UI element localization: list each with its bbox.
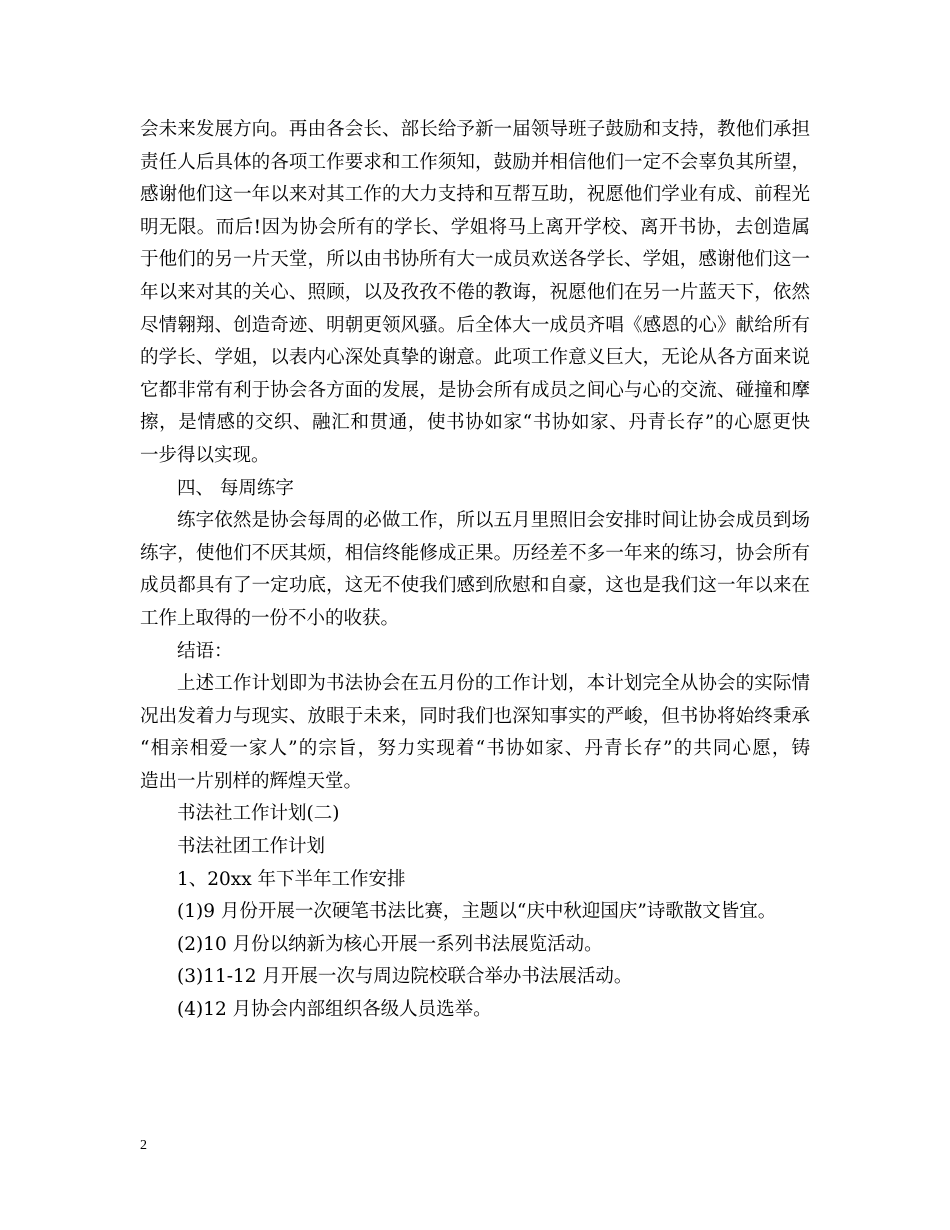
page-number: 2 (140, 1138, 147, 1153)
plan2-title: 书法社工作计划(二) (177, 803, 340, 825)
text-line: 练字，使他们不厌其烦，相信终能修成正果。历经差不多一年来的练习，协会所有 (140, 542, 810, 564)
text-line: 工作上取得的一份不小的收获。 (140, 607, 400, 629)
conclusion-heading: 结语： (177, 640, 233, 662)
text-line: 成员都具有了一定功底，这无不使我们感到欣慰和自豪，这也是我们这一年以来在 (140, 575, 810, 597)
text-line: 练字依然是协会每周的必做工作，所以五月里照旧会安排时间让协会成员到场 (177, 510, 810, 532)
text-line: 会未来发展方向。再由各会长、部长给予新一届领导班子鼓励和支持，教他们承担 (140, 119, 810, 140)
list-item-1-1: (1)9 月份开展一次硬笔书法比赛，主题以“庆中秋迎国庆”诗歌散文皆宜。 (177, 901, 777, 923)
text-line: 感谢他们这一年以来对其工作的大力支持和互帮互助，祝愿他们学业有成、前程光 (140, 184, 810, 206)
text-line: 年以来对其的关心、照顾，以及孜孜不倦的教诲，祝愿他们在另一片蓝天下，依然 (140, 281, 810, 303)
text-line: 的学长、学姐，以表内心深处真挚的谢意。此项工作意义巨大，无论从各方面来说 (140, 347, 810, 369)
continued-paragraph (140, 114, 810, 473)
text-line: 况出发着力与现实、放眼于未来，同时我们也深知事实的严峻，但书协将始终秉承 (140, 705, 810, 727)
conclusion-body (140, 668, 810, 798)
list-item-1: 1、20xx 年下半年工作安排 (177, 868, 406, 890)
text-line: 明无限。而后!因为协会所有的学长、学姐将马上离开学校、离开书协，去创造属 (140, 216, 810, 238)
section-weekly-practice-body (140, 505, 810, 635)
text-line: 责任人后具体的各项工作要求和工作须知，鼓励并相信他们一定不会辜负其所望， (140, 151, 810, 173)
list-item-1-3: (3)11-12 月开展一次与周边院校联合举办书法展活动。 (177, 966, 633, 988)
text-line: 造出一片别样的辉煌天堂。 (140, 770, 363, 792)
text-line: 尽情翱翔、创造奇迹、明朝更领风骚。后全体大一成员齐唱《感恩的心》献给所有 (140, 314, 810, 336)
text-line: 一步得以实现。 (140, 444, 270, 466)
plan2-subtitle: 书法社团工作计划 (177, 836, 326, 858)
text-line: “相亲相爱一家人”的宗旨，努力实现着“书协如家、丹青长存”的共同心愿，铸 (140, 738, 810, 760)
text-line: 擦，是情感的交织、融汇和贯通，使书协如家“书协如家、丹青长存”的心愿更快 (140, 412, 810, 434)
text-line: 于他们的另一片天堂，所以由书协所有大一成员欢送各学长、学姐，感谢他们这一 (140, 249, 810, 271)
document-body (140, 114, 810, 1027)
list-item-1-4: (4)12 月协会内部组织各级人员选举。 (177, 999, 492, 1021)
section-heading-weekly-practice: 四、 每周练字 (177, 477, 294, 499)
list-item-1-2: (2)10 月份以纳新为核心开展一系列书法展览活动。 (177, 933, 603, 955)
text-line: 它都非常有利于协会各方面的发展，是协会所有成员之间心与心的交流、碰撞和摩 (140, 379, 810, 401)
text-line: 上述工作计划即为书法协会在五月份的工作计划，本计划完全从协会的实际情 (177, 673, 810, 695)
